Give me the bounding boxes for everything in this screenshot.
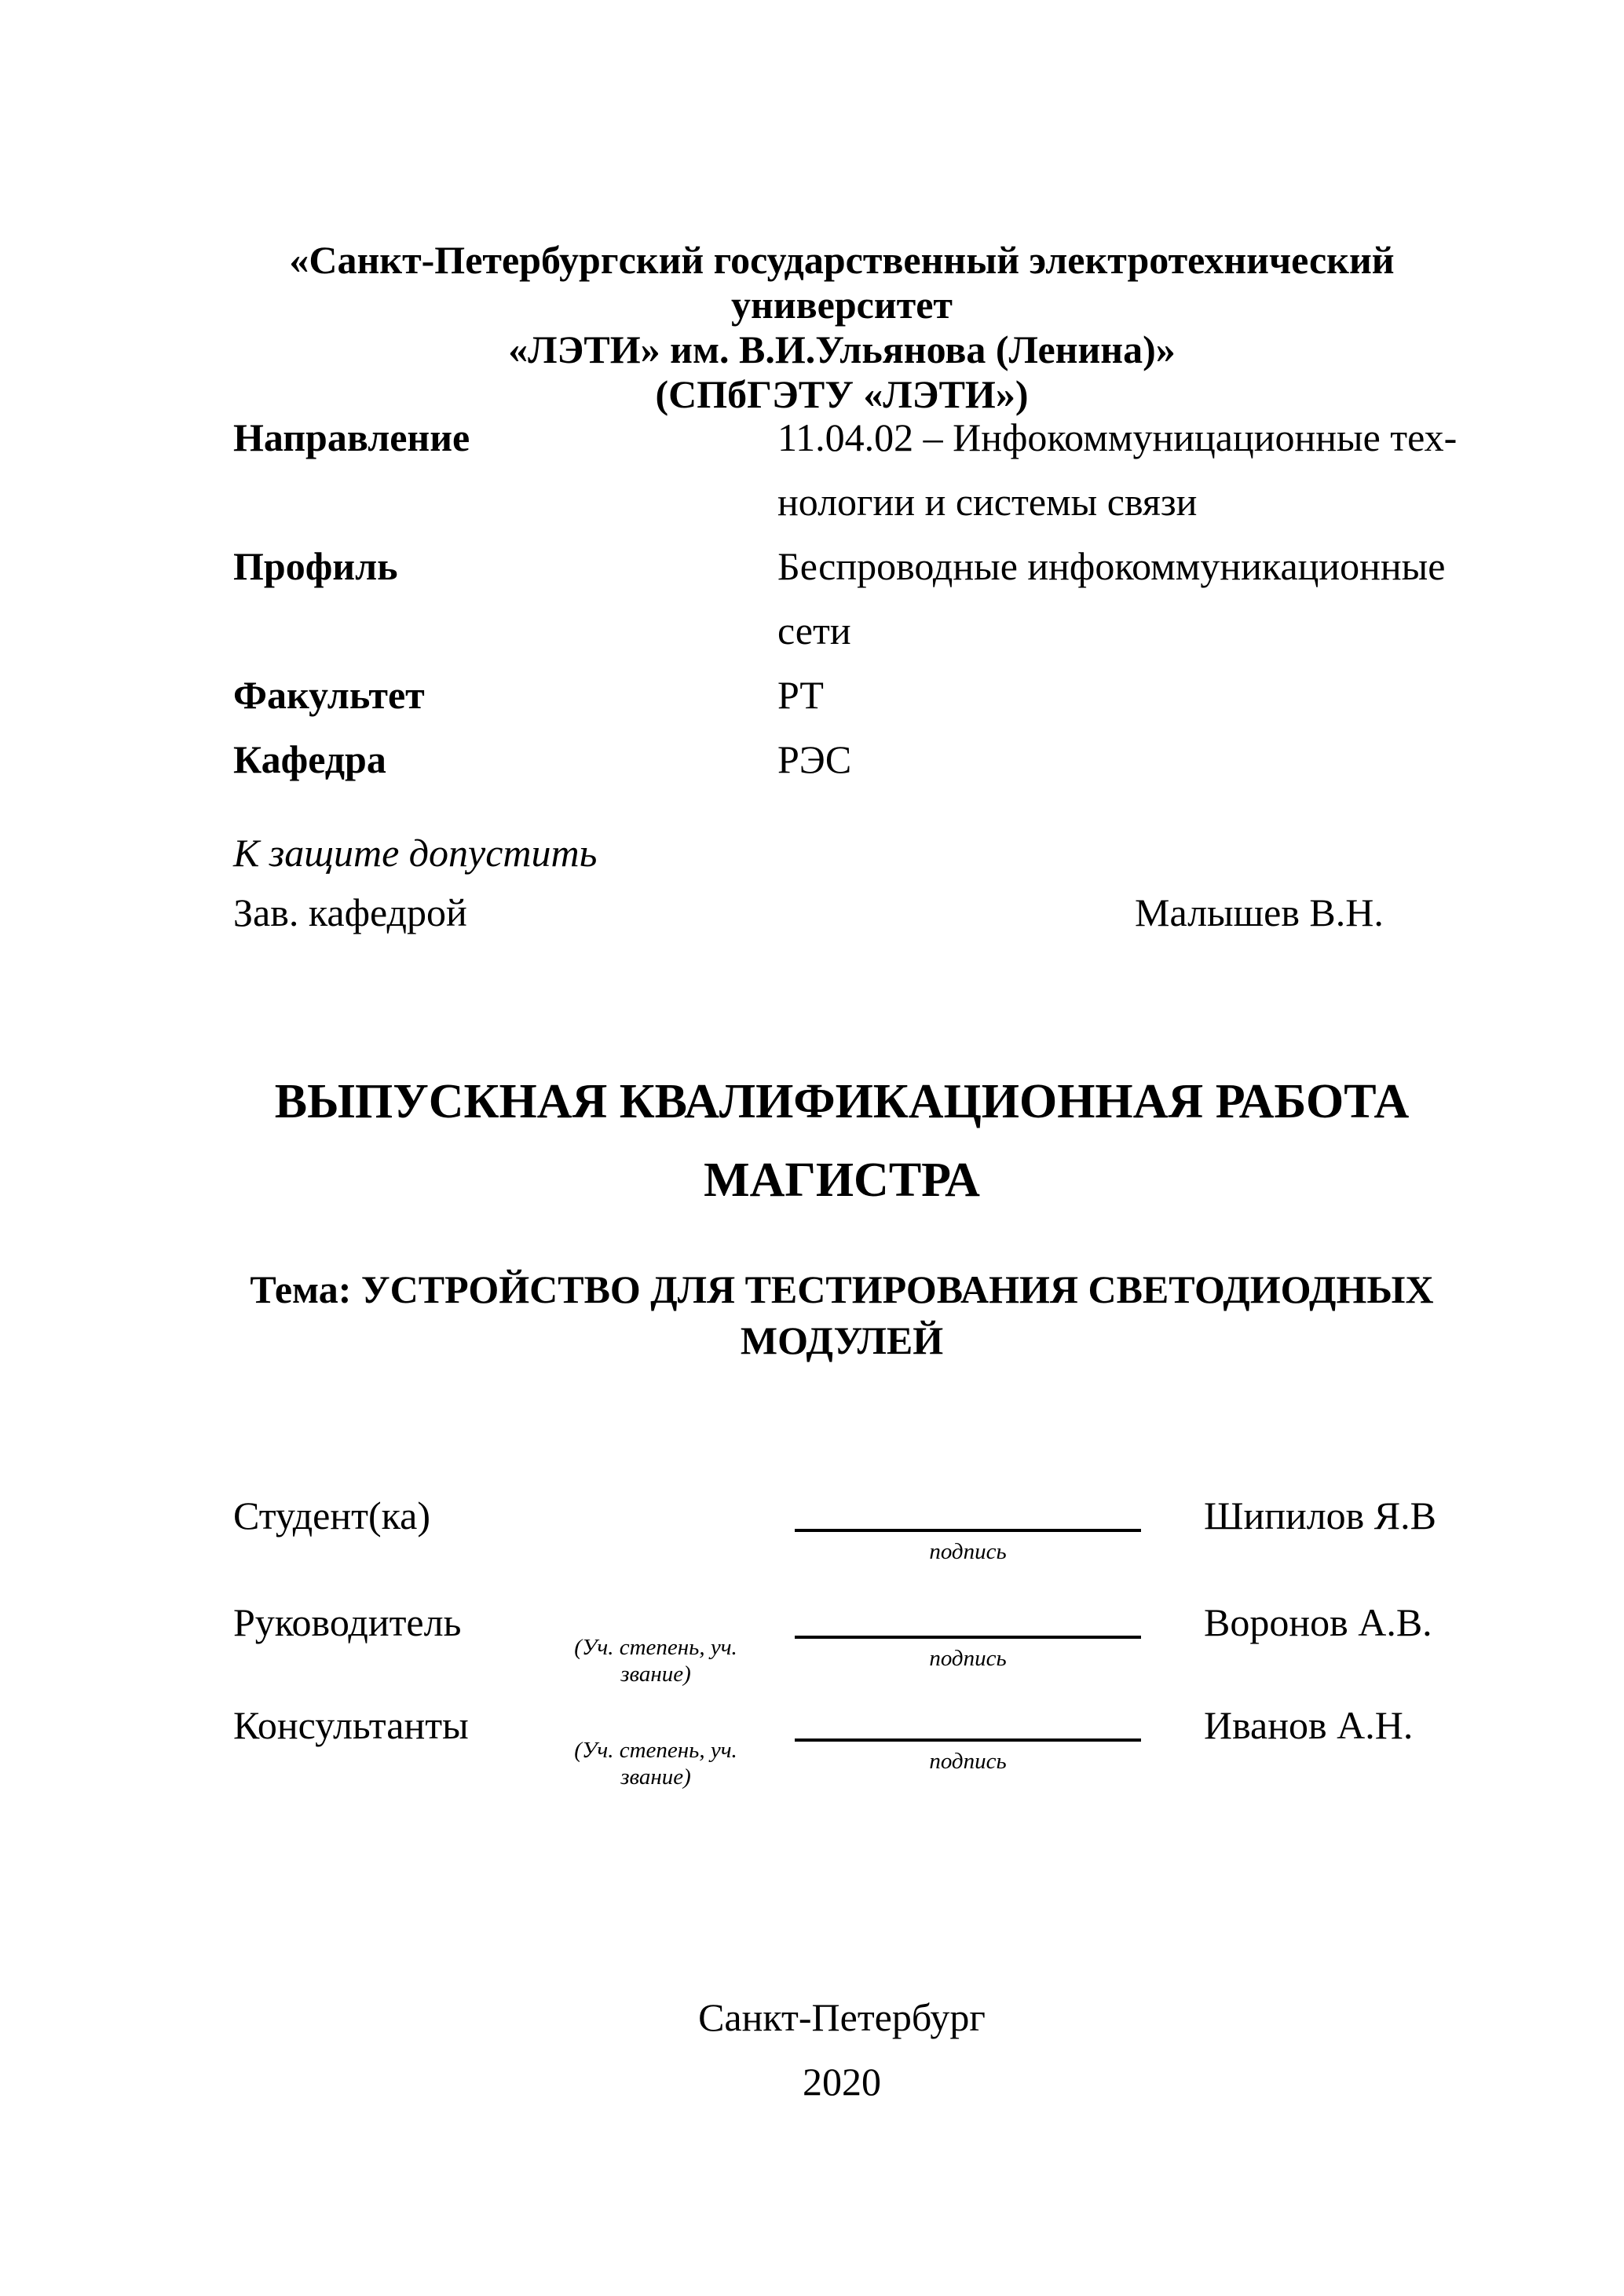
signature-role: Руководитель — [233, 1600, 462, 1644]
signature-role: Студент(ка) — [233, 1493, 431, 1537]
field-label: Профиль — [233, 544, 398, 588]
work-title-line: МАГИСТРА — [704, 1153, 980, 1207]
field-value — [777, 534, 1450, 663]
university-abbreviation: (СПбГЭТУ «ЛЭТИ») — [655, 372, 1029, 416]
signature-name: Шипилов Я.В — [1204, 1493, 1436, 1537]
field-value-line: сети — [777, 609, 851, 653]
field-row-direction — [233, 405, 1458, 534]
field-row-department — [233, 727, 1450, 792]
field-value — [777, 727, 1450, 792]
field-label: Факультет — [233, 673, 425, 717]
field-label: Кафедра — [233, 737, 386, 781]
signature-line — [795, 1493, 1141, 1532]
theme-line: Тема: УСТРОЙСТВО ДЛЯ ТЕСТИРОВАНИЯ СВЕТОДИОДНЫХ — [250, 1267, 1434, 1311]
footer-block — [233, 1985, 1450, 2114]
department-head-label: Зав. кафедрой — [233, 890, 467, 934]
field-value-line: Беспроводные инфокоммуникационные — [777, 544, 1446, 588]
degree-hint: (Уч. степень, уч. звание) — [574, 1635, 737, 1687]
university-name-line: «Санкт-Петербургский государственный электротехнический университет — [289, 238, 1395, 327]
work-title — [233, 1062, 1450, 1219]
field-value-line: РТ — [777, 673, 824, 717]
signature-caption: подпись — [929, 1749, 1007, 1774]
signature-role: Консультанты — [233, 1703, 469, 1747]
field-value — [777, 663, 1450, 727]
footer-year: 2020 — [803, 2060, 881, 2104]
signature-line — [795, 1600, 1141, 1639]
signature-row-student — [233, 1493, 1490, 1598]
signature-row-consultants — [233, 1702, 1490, 1808]
work-title-line: ВЫПУСКНАЯ КВАЛИФИКАЦИОННАЯ РАБОТА — [274, 1075, 1410, 1128]
footer-city: Санкт-Петербург — [698, 1995, 986, 2039]
signature-name: Воронов А.В. — [1204, 1600, 1432, 1644]
field-value-line: 11.04.02 – Инфокоммуницационные тех- — [777, 415, 1458, 459]
admission-block — [233, 823, 1450, 942]
signature-caption: подпись — [929, 1646, 1007, 1671]
theme-line: МОДУЛЕЙ — [740, 1318, 944, 1362]
admission-row — [233, 883, 1450, 942]
degree-hint: (Уч. степень, уч. звание) — [574, 1738, 737, 1790]
field-value-line: нологии и системы связи — [777, 480, 1198, 524]
field-label: Направление — [233, 415, 470, 459]
theme-title — [233, 1264, 1450, 1366]
field-row-faculty — [233, 663, 1450, 727]
signature-caption: подпись — [929, 1539, 1007, 1564]
university-name-line: «ЛЭТИ» им. В.И.Ульянова (Ленина)» — [508, 327, 1176, 371]
field-row-profile — [233, 534, 1450, 663]
department-head-name: Малышев В.Н. — [1135, 890, 1384, 934]
signature-row-supervisor — [233, 1600, 1490, 1705]
program-fields — [233, 405, 1458, 792]
university-header — [233, 238, 1450, 417]
admission-phrase: К защите допустить — [233, 831, 598, 875]
field-value-line: РЭС — [777, 737, 852, 781]
signature-line — [795, 1702, 1141, 1742]
signature-name: Иванов А.Н. — [1204, 1703, 1414, 1747]
field-value — [777, 405, 1457, 534]
